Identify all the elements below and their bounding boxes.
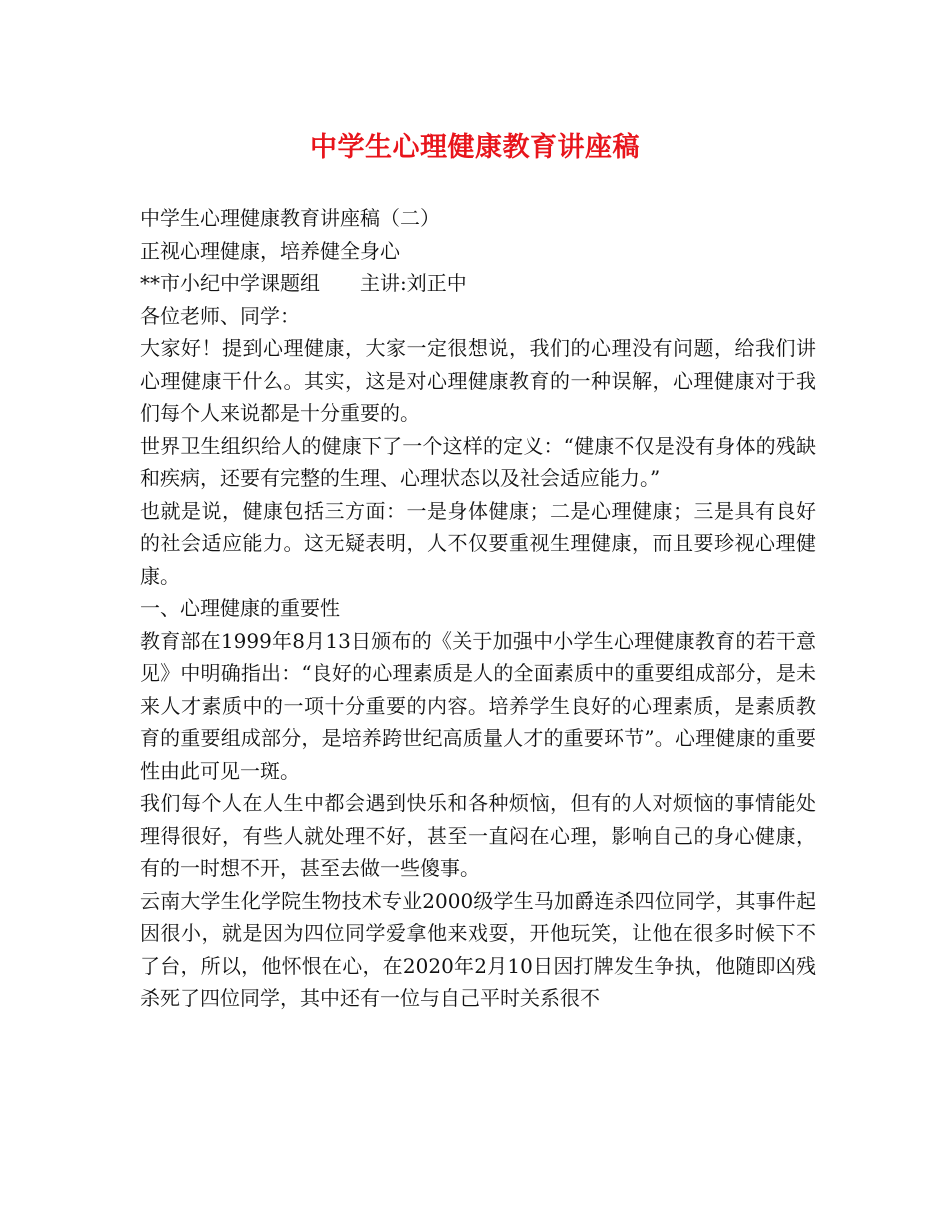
section-heading: 一、心理健康的重要性 [140,596,340,620]
document-title: 中学生心理健康教育讲座稿 [310,132,640,163]
paragraph-subtitle: 中学生心理健康教育讲座稿（二） [140,206,440,230]
paragraph-speaker: **市小纪中学课题组 主讲:刘正中 [140,271,467,295]
paragraph-theme: 正视心理健康，培养健全身心 [140,238,400,263]
paragraph: 大家好！提到心理健康，大家一定很想说，我们的心理没有问题，给我们讲心理健康干什么。其实，这是对心理健康教育的一种误解，心理健康对于我们每个人来说都是十分重要的。 [140,336,816,425]
paragraph: 教育部在1999年8月13日颁布的《关于加强中小学生心理健康教育的若干意见》中明确指出：“良好的心理素质是人的全面素质中的重要组成部分，是未来人才素质中的一项十分重要的内容。培养学生良好的心理素质，是素质教育的重要组成部分，是培养跨世纪高质量人才的重要环节”。心理健康的重要性由此可见一斑。 [140,628,816,783]
paragraph: 也就是说，健康包括三方面：一是身体健康；二是心理健康；三是具有良好的社会适应能力。这无疑表明，人不仅要重视生理健康，而且要珍视心理健康。 [140,498,816,588]
paragraph: 世界卫生组织给人的健康下了一个这样的定义：“健康不仅是没有身体的残缺和疾病，还要有完整的生理、心理状态以及社会适应能力。” [140,433,816,490]
paragraph-greeting: 各位老师、同学： [140,303,300,328]
document-body [140,202,816,1015]
paragraph: 云南大学生化学院生物技术专业2000级学生马加爵连杀四位同学，其事件起因很小，就是因为四位同学爱拿他来戏耍，开他玩笑，让他在很多时候下不了台，所以，他怀恨在心，在2020年2月10日因打牌发生争执，他随即凶残杀死了四位同学，其中还有一位与自己平时关系很不 [140,888,816,1010]
paragraph: 我们每个人在人生中都会遇到快乐和各种烦恼，但有的人对烦恼的事情能处理得很好，有些人就处理不好，甚至一直闷在心理，影响自己的身心健康，有的一时想不开，甚至去做一些傻事。 [140,791,816,880]
